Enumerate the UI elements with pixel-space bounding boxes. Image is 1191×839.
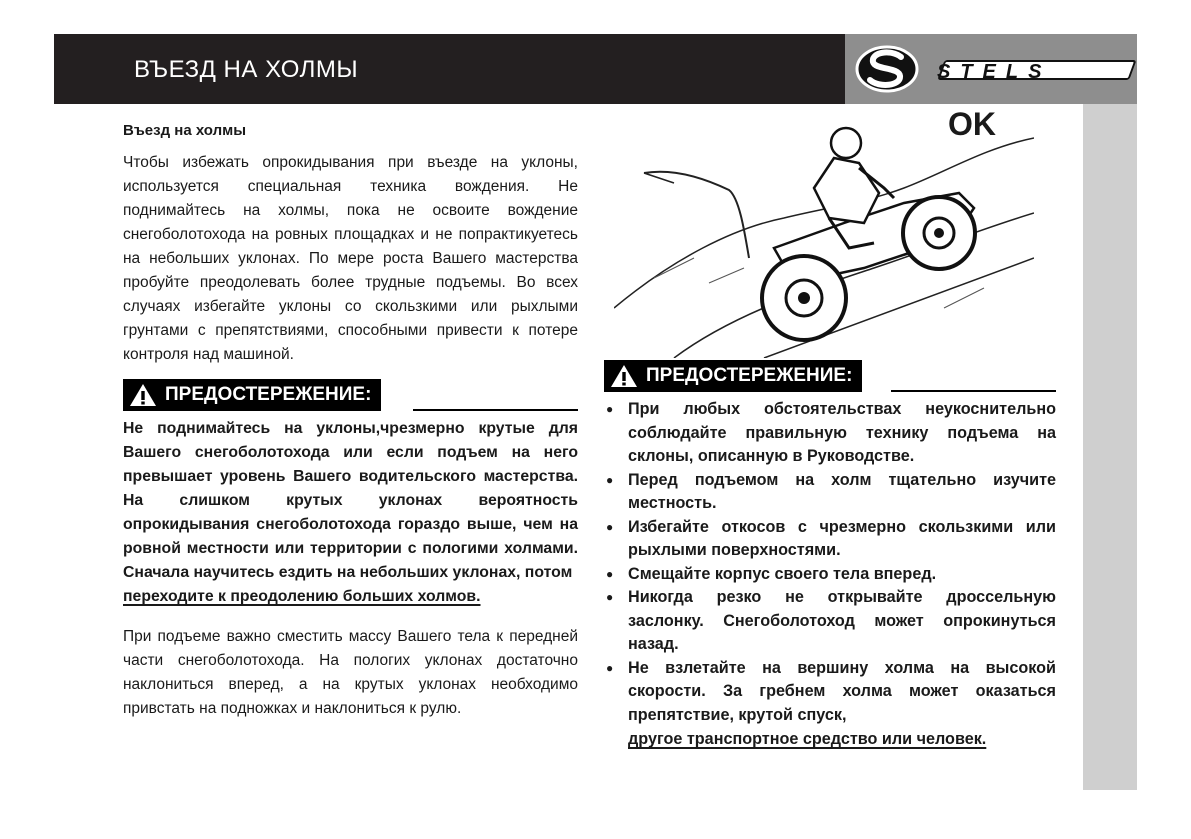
list-item: ● Избегайте откосов с чрезмерно скользкими или рыхлыми поверхностями.: [604, 516, 1056, 563]
warning-header-right: [604, 360, 1056, 396]
warning-triangle-icon: [610, 364, 638, 388]
stels-logo-icon: [845, 34, 1137, 104]
right-column: [604, 360, 1056, 751]
atv-hill-illustration: [614, 108, 1034, 358]
warning-text: Не поднимайтесь на уклоны,чрезмерно крутые для Вашего снегоболотохода или если подъем на него превышает уровень Вашего водительского мастерства. На слишком крутых уклонах вероятность опрокидывания снегоболотохода гораздо выше, чем на ровной местности или территории с пологими холмами. Сначала научитесь ездить на небольших уклонах, потом: [123, 420, 578, 581]
warning-badge-right: [604, 360, 862, 392]
warning-divider: [413, 409, 578, 411]
warning-badge: [123, 379, 381, 411]
warning-label: ПРЕДОСТЕРЕЖЕНИЕ:: [165, 384, 372, 405]
warning-divider-right: [891, 390, 1056, 392]
page-title: ВЪЕЗД НА ХОЛМЫ: [134, 56, 359, 83]
left-column: [123, 122, 578, 721]
warning-text-end: переходите к преодолению больших холмов.: [123, 588, 481, 605]
list-item: ● При любых обстоятельствах неукоснительно соблюдайте правильную технику подъема на склоны, описанную в Руководстве.: [604, 398, 1056, 469]
section-subtitle: Въезд на холмы: [123, 122, 247, 139]
brand-wordmark: STELS: [937, 61, 1052, 83]
list-item: ● Смещайте корпус своего тела вперед.: [604, 563, 1056, 587]
intro-paragraph: Чтобы избежать опрокидывания при въезде на уклоны, используется специальная техника вождения. Не поднимайтесь на холмы, пока не освоите вождение снегоболотохода на ровных площадках и не попрактикуетесь на небольших уклонах. По мере роста Вашего мастерства пробуйте преодолевать более трудные подъемы. Во всех случаях избегайте уклоны со скользкими или рыхлыми грунтами с препятствиями, способными привести к потере контроля над машиной.: [123, 154, 578, 363]
list-item: ● Никогда резко не открывайте дроссельную заслонку. Снегоболотоход может опрокинуться назад.: [604, 586, 1056, 657]
warning-label-right: ПРЕДОСТЕРЕЖЕНИЕ:: [646, 365, 853, 386]
list-last-line: другое транспортное средство или человек.: [628, 730, 987, 748]
list-item: ● Перед подъемом на холм тщательно изучите местность.: [604, 469, 1056, 516]
page-header: [54, 34, 845, 104]
warning-bullet-list: [604, 398, 1056, 727]
brand-logo: [845, 34, 1137, 104]
side-strip: [1083, 104, 1137, 790]
list-item: ● Не взлетайте на вершину холма на высокой скорости. За гребнем холма может оказаться препятствие, крутой спуск,: [604, 657, 1056, 728]
warning-header: [123, 379, 578, 415]
warning-triangle-icon: [129, 383, 157, 407]
ok-label: OK: [948, 106, 996, 142]
outro-paragraph: При подъеме важно сместить массу Вашего тела к передней части снегоболотохода. На пологих уклонах достаточно наклониться вперед, а на крутых уклонах необходимо привстать на подножках и наклониться к рулю.: [123, 628, 578, 717]
